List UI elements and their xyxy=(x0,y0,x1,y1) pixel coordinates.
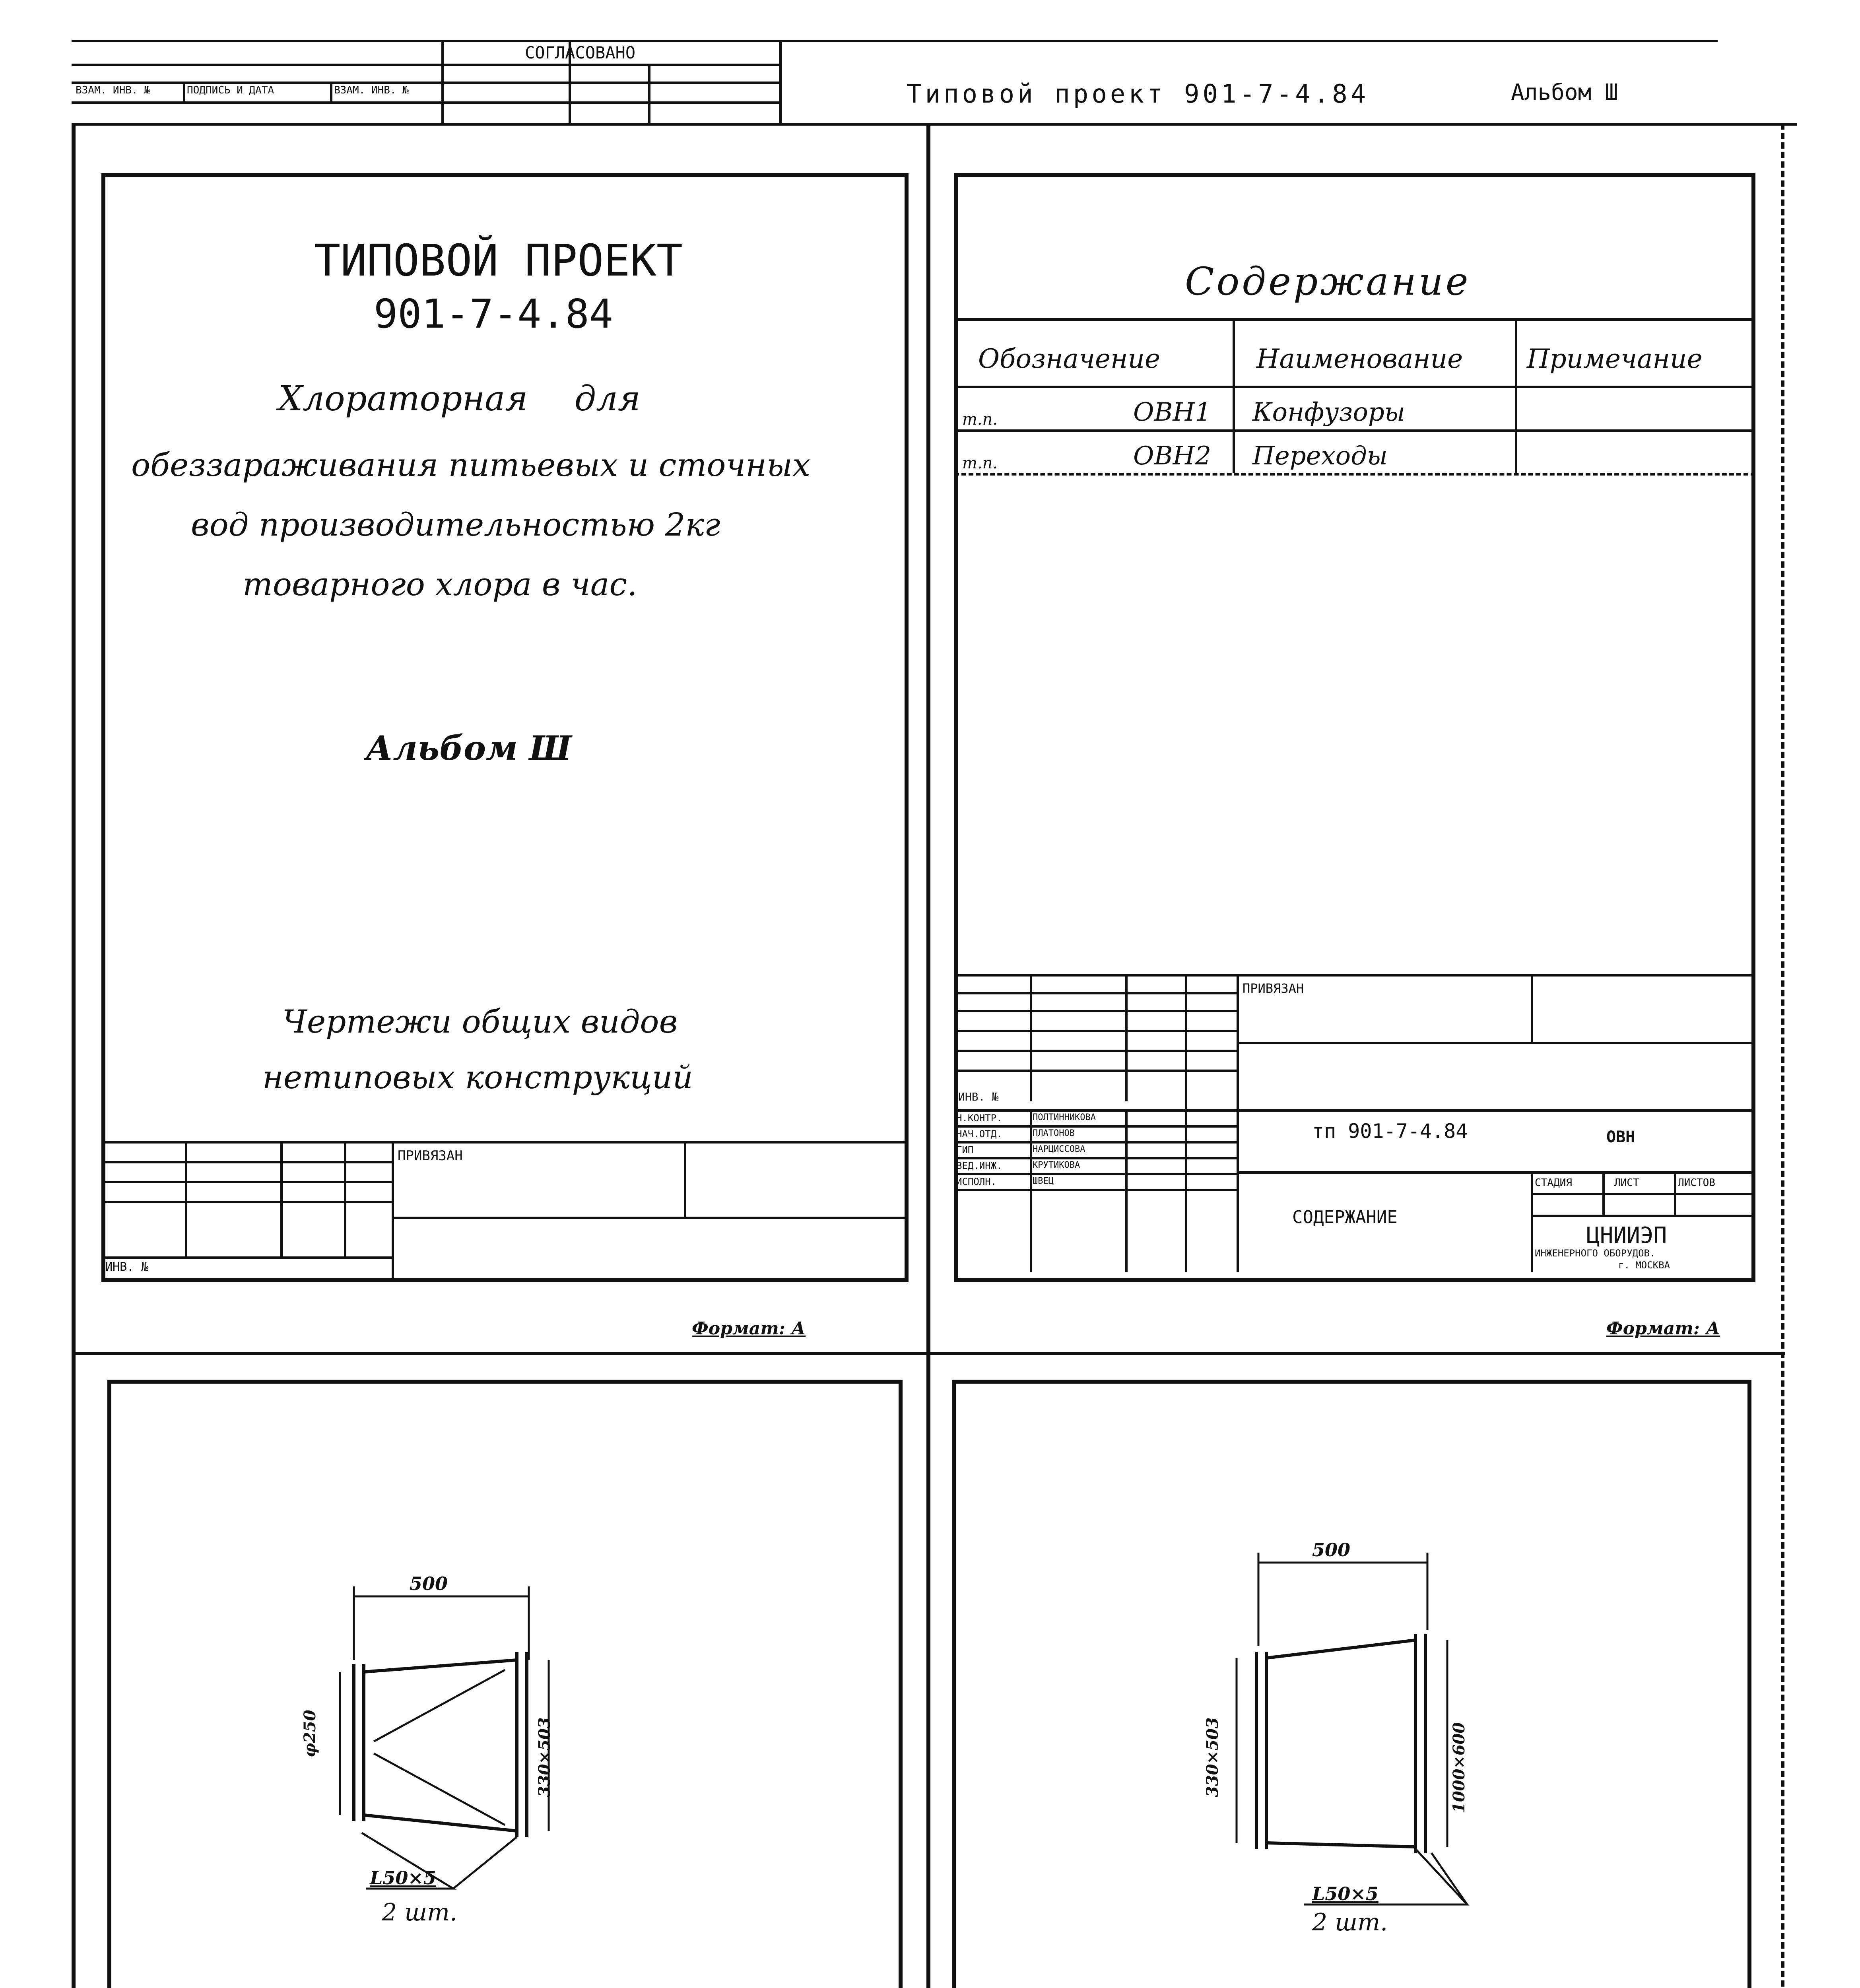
stamp-role: Н.КОНТР. xyxy=(956,1112,1002,1124)
stamp-name: ПЛАТОНОВ xyxy=(1033,1128,1075,1138)
title-stamp-bound: ПРИВЯЗАН xyxy=(398,1148,463,1164)
transition-dim-length: 500 xyxy=(1312,1539,1351,1561)
confusor-dim-flange: 330×503 xyxy=(535,1717,554,1797)
stamp-name: ПОЛТИННИКОВА xyxy=(1033,1112,1096,1122)
title-desc-2: обеззараживания питьевых и сточных xyxy=(131,447,811,483)
sheet-col: ЛИСТ xyxy=(1614,1177,1639,1189)
contents-col-name: Наименование xyxy=(1256,344,1463,374)
org-sub: г. МОСКВА xyxy=(1618,1260,1670,1271)
stage-col: СТАДИЯ xyxy=(1535,1177,1572,1189)
confusor-angle: L50×5 xyxy=(370,1867,436,1889)
contents-stamp-title: СОДЕРЖАНИЕ xyxy=(1292,1207,1398,1227)
contents-row-prefix: т.п. xyxy=(962,454,998,472)
approval-stamp-label: СОГЛАСОВАНО xyxy=(525,43,636,62)
title-format: Формат: А xyxy=(692,1318,806,1339)
confusor-dim-diameter: φ250 xyxy=(301,1710,319,1757)
header-album: Альбом Ш xyxy=(1511,80,1618,105)
contents-title: Содержание xyxy=(1185,259,1471,304)
contents-row-code: ОВН2 xyxy=(1133,441,1212,471)
stamp-name: ШВЕЦ xyxy=(1033,1176,1054,1186)
transition-dim-right: 1000×600 xyxy=(1450,1722,1468,1813)
stamp-name: КРУТИКОВА xyxy=(1033,1160,1080,1170)
title-number: 901-7-4.84 xyxy=(374,291,614,337)
contents-row-code: ОВН1 xyxy=(1133,398,1212,427)
confusor-dim-length: 500 xyxy=(410,1573,448,1594)
title-heading: ТИПОВОЙ ПРОЕКТ xyxy=(314,235,683,286)
stamp-role: ИСПОЛН. xyxy=(956,1176,997,1187)
stamp-name: НАРЦИССОВА xyxy=(1033,1144,1085,1154)
transition-dim-left: 330×503 xyxy=(1203,1717,1222,1797)
contents-stamp-code: тп 901-7-4.84 xyxy=(1312,1120,1468,1143)
title-subtitle-1: Чертежи общих видов xyxy=(282,1003,678,1040)
header-project-title: Типовой проект 901-7-4.84 xyxy=(907,80,1369,109)
org-sub: ИНЖЕНЕРНОГО ОБОРУДОВ. xyxy=(1535,1248,1656,1259)
approval-col-1: ВЗАМ. ИНВ. № xyxy=(76,84,150,96)
contents-stamp-inv: ИНВ. № xyxy=(958,1090,999,1103)
approval-col-3: ВЗАМ. ИНВ. № xyxy=(334,84,409,96)
title-album: Альбом Ш xyxy=(366,728,572,768)
contents-row-name: Переходы xyxy=(1252,441,1388,471)
stamp-role: ГИП xyxy=(956,1144,974,1155)
stamp-role: ВЕД.ИНЖ. xyxy=(956,1160,1002,1171)
approval-col-2: ПОДПИСЬ И ДАТА xyxy=(187,84,274,96)
title-subtitle-2: нетиповых конструкций xyxy=(262,1059,693,1096)
contents-stamp-org: ЦНИИЭП xyxy=(1586,1223,1667,1248)
contents-col-designation: Обозначение xyxy=(978,344,1161,374)
title-desc-4: товарного хлора в час. xyxy=(243,566,637,603)
transition-qty: 2 шт. xyxy=(1312,1908,1388,1936)
contents-col-note: Примечание xyxy=(1527,344,1703,374)
title-desc-3: вод производительностью 2кг xyxy=(191,506,720,543)
title-stamp-inv: ИНВ. № xyxy=(105,1260,149,1274)
contents-row-prefix: т.п. xyxy=(962,410,998,429)
contents-format: Формат: А xyxy=(1606,1318,1720,1339)
contents-row-name: Конфузоры xyxy=(1252,398,1405,427)
contents-stamp-bound: ПРИВЯЗАН xyxy=(1243,981,1304,996)
contents-stamp-mark: ОВН xyxy=(1606,1128,1635,1146)
sheets-col: ЛИСТОВ xyxy=(1678,1177,1715,1189)
title-desc-1: Хлораторная для xyxy=(278,379,641,419)
stamp-role: НАЧ.ОТД. xyxy=(956,1128,1002,1140)
transition-angle: L50×5 xyxy=(1312,1883,1378,1905)
confusor-qty: 2 шт. xyxy=(382,1899,458,1926)
